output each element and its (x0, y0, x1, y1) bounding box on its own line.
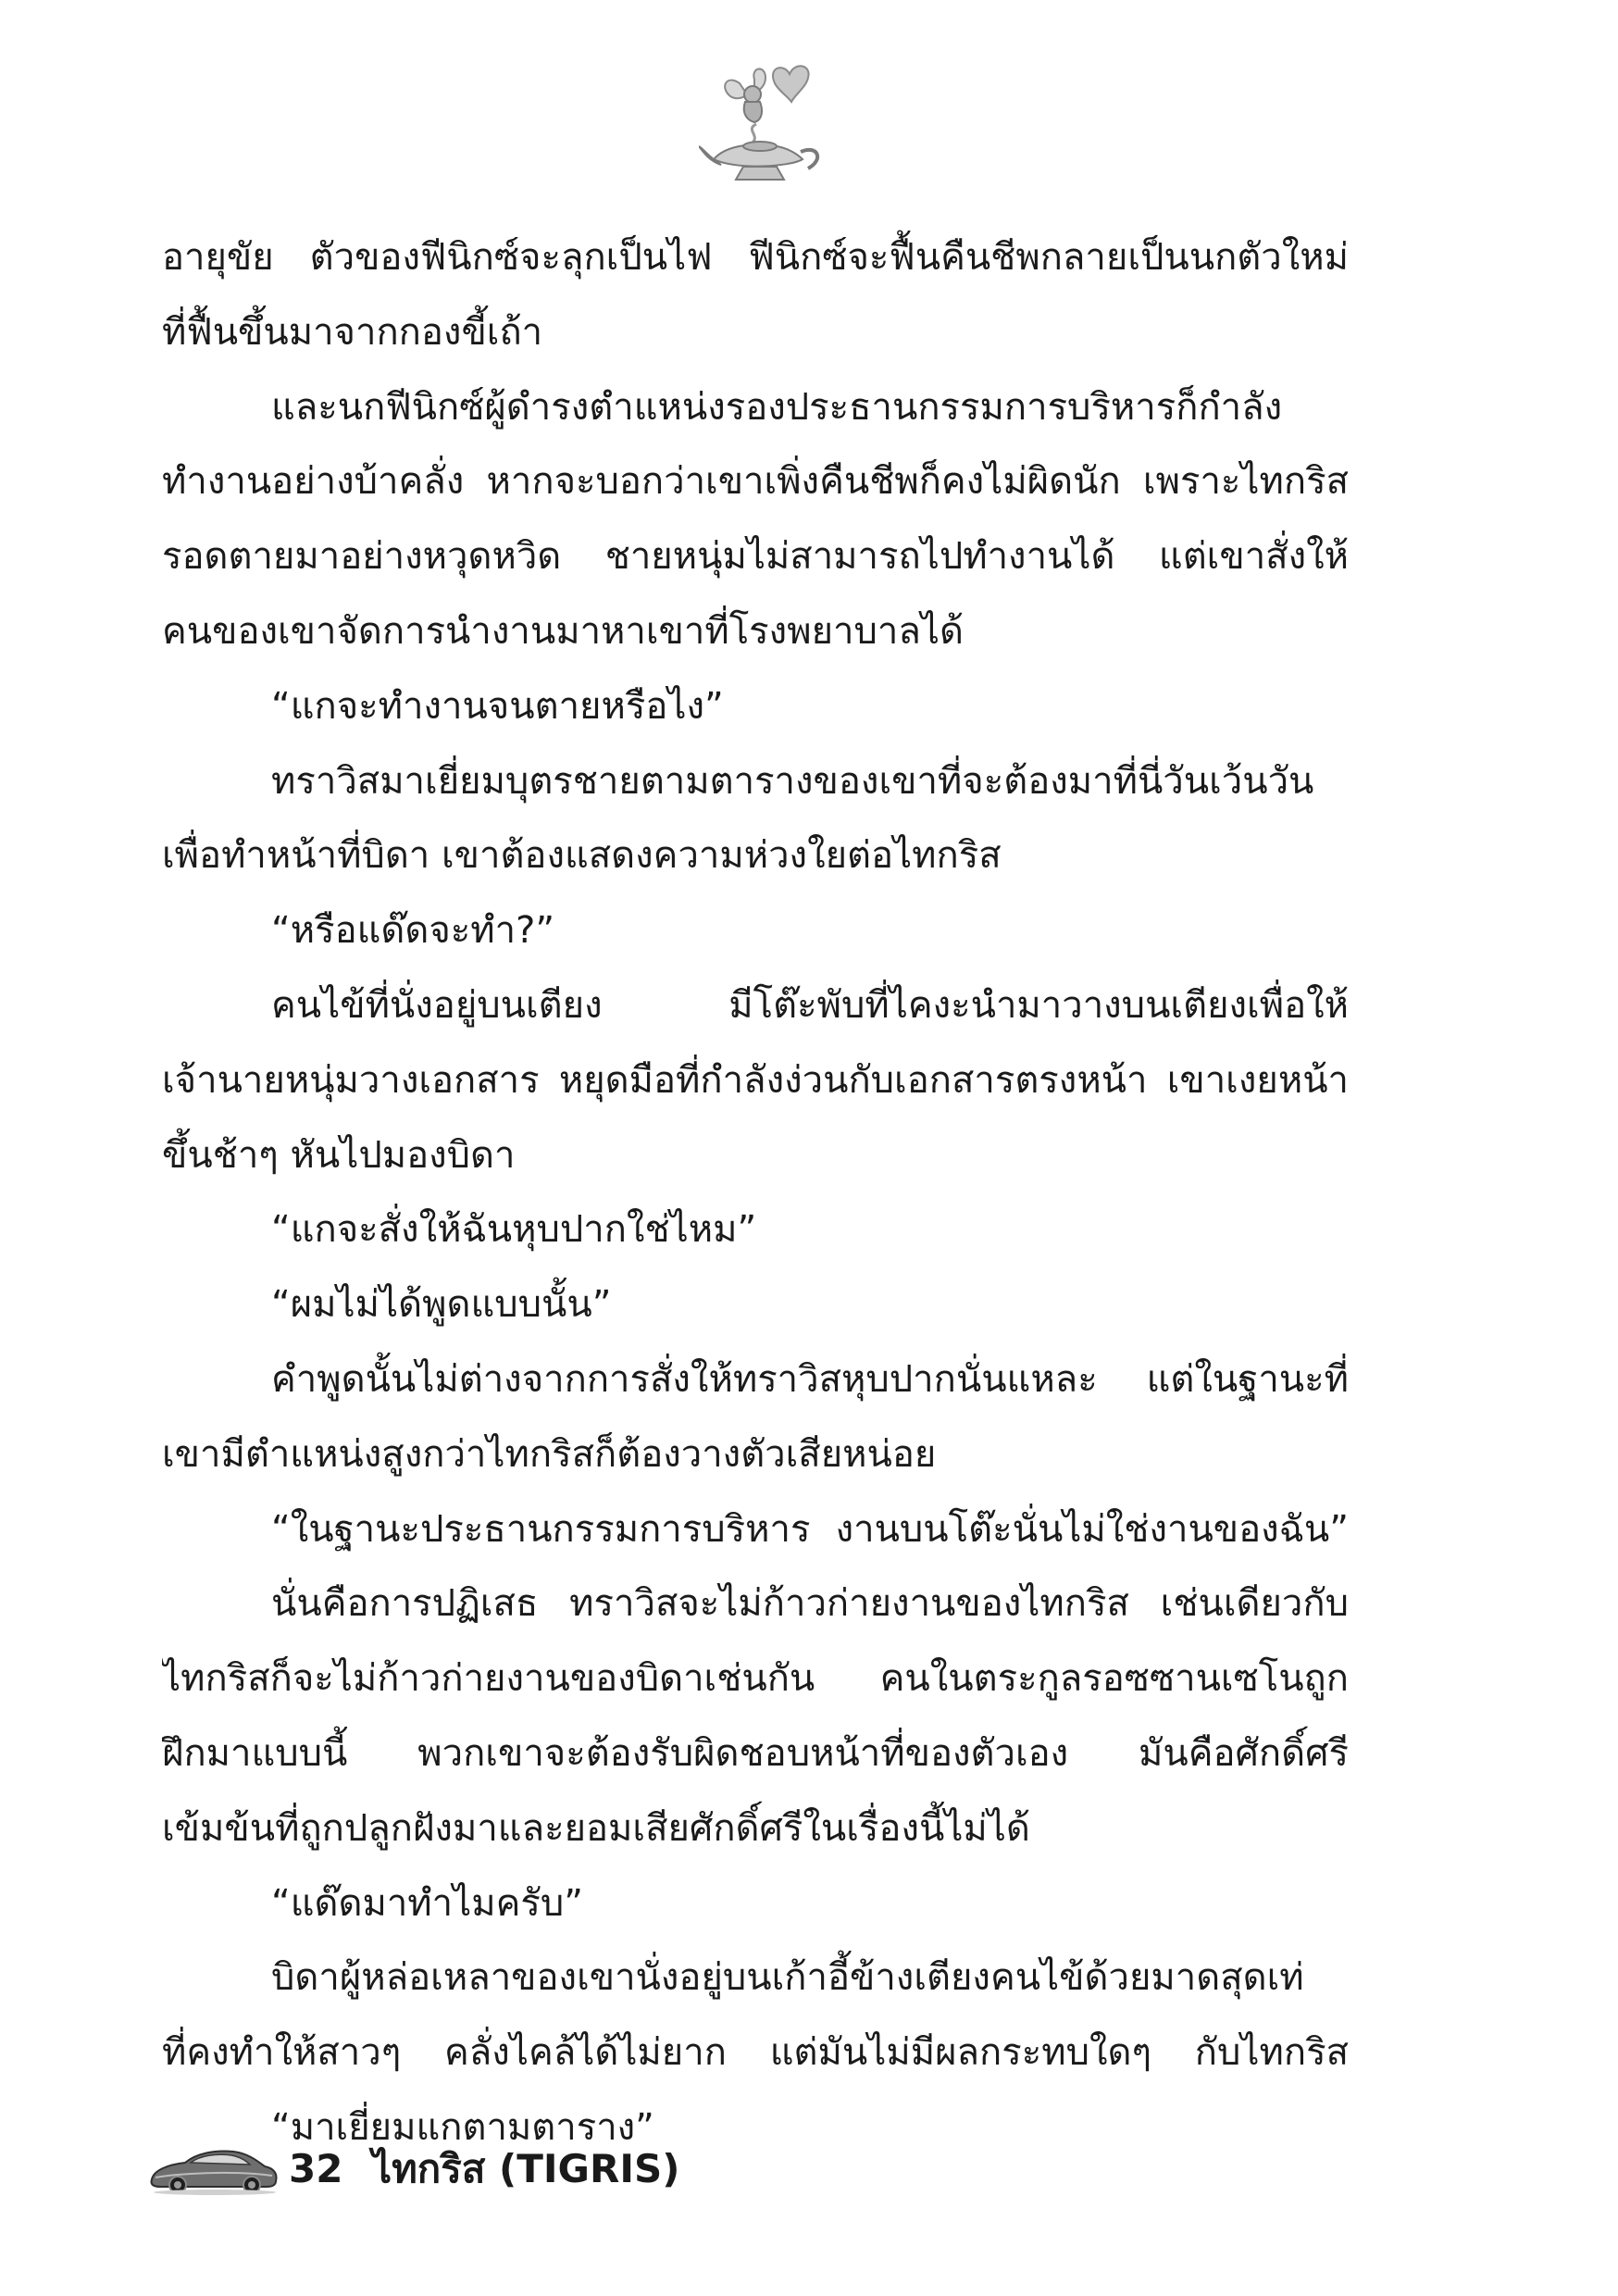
text-line: “ผมไม่ได้พูดแบบนั้น” (271, 1283, 612, 1327)
text-line: เขามีตำแหน่งสูงกว่าไทกริสก็ต้องวางตัวเสียหน่อย (162, 1432, 937, 1476)
text-line: “มาเยี่ยมแกตามตาราง” (271, 2105, 654, 2149)
text-line: คนของเขาจัดการนำงานมาหาเขาที่โรงพยาบาลได้ (162, 609, 964, 653)
text-line: ไทกริสก็จะไม่ก้าวก่ายงานของบิดาเช่นกัน คนในตระกูลรอซซานเซโนถูก (162, 1657, 1349, 1701)
text-line: และนกฟีนิกซ์ผู้ดำรงตำแหน่งรองประธานกรรมการบริหารก็กำลัง (271, 385, 1283, 429)
text-line: “แกจะทำงานจนตายหรือไง” (271, 684, 724, 728)
text-line: บิดาผู้หล่อเหลาของเขานั่งอยู่บนเก้าอี้ข้างเตียงคนไข้ด้วยมาดสุดเท่ (271, 1956, 1304, 2000)
text-line: เข้มข้นที่ถูกปลูกฝังมาและยอมเสียศักดิ์ศรีในเรื่องนี้ไม่ได้ (162, 1806, 1030, 1850)
page-footer (148, 2137, 796, 2202)
text-line: คนไข้ที่นั่งอยู่บนเตียง มีโต๊ะพับที่ไคงะนำมาวางบนเตียงเพื่อให้ (271, 983, 1349, 1027)
text-line: อายุขัย ตัวของฟีนิกซ์จะลุกเป็นไฟ ฟีนิกซ์จะฟื้นคืนชีพกลายเป็นนกตัวใหม่ (162, 236, 1349, 279)
sports-car-icon (148, 2142, 280, 2196)
text-line: ฝึกมาแบบนี้ พวกเขาจะต้องรับผิดชอบหน้าที่ของตัวเอง มันคือศักดิ์ศรี (162, 1731, 1349, 1775)
book-title: ไทกริส (TIGRIS) (372, 2146, 680, 2191)
text-line: “แกจะสั่งให้ฉันหุบปากใช่ไหม” (271, 1208, 757, 1252)
text-line: ทำงานอย่างบ้าคลั่ง หากจะบอกว่าเขาเพิ่งคืนชีพก็คงไม่ผิดนัก เพราะไทกริส (162, 460, 1349, 504)
text-line: “ในฐานะประธานกรรมการบริหาร งานบนโต๊ะนั่นไม่ใช่งานของฉัน” (271, 1507, 1349, 1551)
genie-lamp-cupid-icon (699, 56, 828, 190)
text-line: เพื่อทำหน้าที่บิดา เขาต้องแสดงความห่วงใยต่อไทกริส (162, 834, 1002, 878)
text-line: “หรือแด๊ดจะทำ?” (271, 909, 555, 953)
text-line: “แด๊ดมาทำไมครับ” (271, 1881, 583, 1925)
body-text (162, 220, 1349, 2165)
text-line: รอดตายมาอย่างหวุดหวิด ชายหนุ่มไม่สามารถไปทำงานได้ แต่เขาสั่งให้ (162, 535, 1349, 579)
text-line: ที่คงทำให้สาวๆ คลั่งไคล้ได้ไม่ยาก แต่มันไม่มีผลกระทบใดๆ กับไทกริส (162, 2031, 1349, 2075)
text-line: ที่ฟื้นขึ้นมาจากกองขี้เถ้า (162, 310, 543, 354)
text-line: คำพูดนั้นไม่ต่างจากการสั่งให้ทราวิสหุบปากนั่นแหละ แต่ในฐานะที่ (271, 1357, 1349, 1401)
page-number: 32 (289, 2146, 343, 2191)
text-line: เจ้านายหนุ่มวางเอกสาร หยุดมือที่กำลังง่วนกับเอกสารตรงหน้า เขาเงยหน้า (162, 1058, 1349, 1102)
text-line: ทราวิสมาเยี่ยมบุตรชายตามตารางของเขาที่จะต้องมาที่นี่วันเว้นวัน (271, 759, 1314, 803)
text-line: ขึ้นช้าๆ หันไปมองบิดา (162, 1133, 516, 1177)
text-line: นั่นคือการปฏิเสธ ทราวิสจะไม่ก้าวก่ายงานของไทกริส เช่นเดียวกับ (271, 1582, 1349, 1626)
